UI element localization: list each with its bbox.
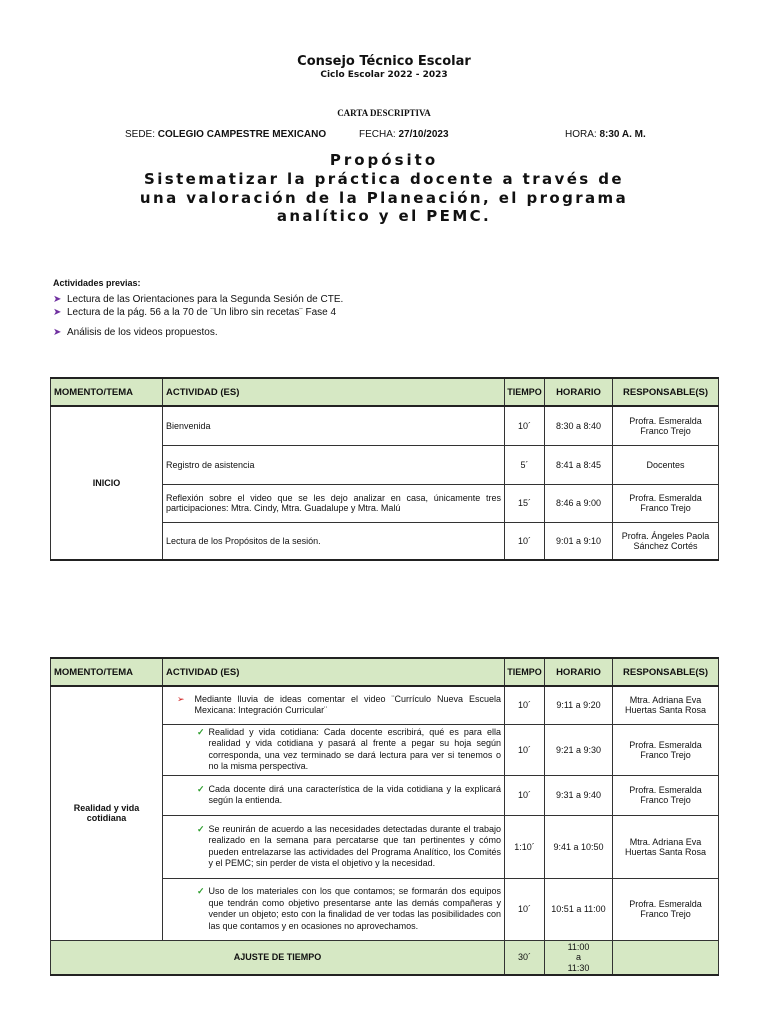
- responsable-cell: Profra. Ángeles Paola Sánchez Cortés: [613, 522, 719, 560]
- actividad-text: Se reunirán de acuerdo a las necesidades detectadas durante el trabajo realizado en la semana para percatarse que tan pertinentes y cómo pueden entrelazarse las actividades del Programa Analítico, los Comités y el PEMC; sin perder de vista el objetivo y la necesidad.: [208, 823, 501, 868]
- arrow-bullet-icon: ➤: [53, 294, 62, 305]
- fecha-label: FECHA:: [359, 129, 399, 140]
- horario-cell: 9:31 a 9:40: [545, 775, 613, 815]
- tiempo-cell: 10´: [505, 775, 545, 815]
- horario-cell: 8:46 a 9:00: [545, 484, 613, 522]
- col-header-momento: MOMENTO/TEMA: [51, 378, 163, 406]
- sede-value: COLEGIO CAMPESTRE MEXICANO: [157, 129, 327, 140]
- actividad-cell: Lectura de los Propósitos de la sesión.: [163, 522, 505, 560]
- actividad-text: Realidad y vida cotidiana: Cada docente escribirá, qué es para ella realidad y vida cotidiana y pasará al frente a pegar su hoja según corresponda, una vez terminado se dará lectura para ver si tenemos o no la misma perspectiva.: [208, 726, 501, 771]
- responsable-cell: Profra. Esmeralda Franco Trejo: [613, 878, 719, 940]
- tiempo-cell: 10´: [505, 406, 545, 445]
- actividad-cell: [163, 724, 505, 775]
- horario-cell: 10:51 a 11:00: [545, 878, 613, 940]
- hora-label: HORA:: [565, 129, 600, 140]
- horario-line: 11:30: [567, 962, 590, 973]
- table-header-row: [51, 658, 719, 686]
- hora-value: 8:30 A. M.: [599, 129, 646, 140]
- checkmark-icon: ✓: [197, 726, 205, 737]
- list-item-text: Lectura de la pág. 56 a la 70 de ¨Un libro sin recetas¨ Fase 4: [67, 307, 337, 318]
- tiempo-cell: 5´: [505, 445, 545, 484]
- list-item: [53, 294, 343, 305]
- previous-activities-heading: Actividades previas:: [53, 278, 141, 288]
- actividad-text: Cada docente dirá una característica de la vida cotidiana y la explicará según la entienda.: [208, 783, 501, 805]
- horario-cell: 8:30 a 8:40: [545, 406, 613, 445]
- responsable-cell: Docentes: [613, 445, 719, 484]
- col-header-responsable: RESPONSABLE(S): [613, 658, 719, 686]
- col-header-horario: HORARIO: [545, 378, 613, 406]
- tiempo-cell: 30´: [505, 940, 545, 975]
- col-header-actividad: ACTIVIDAD (ES): [163, 378, 505, 406]
- list-item-text: Análisis de los videos propuestos.: [67, 327, 218, 338]
- actividad-cell: [163, 878, 505, 940]
- schedule-table-inicio: [50, 377, 719, 561]
- council-title: Consejo Técnico Escolar: [297, 54, 471, 69]
- arrow-bullet-icon: ➤: [53, 327, 62, 338]
- responsable-cell: Mtra. Adriana Eva Huertas Santa Rosa: [613, 815, 719, 878]
- table-row: [51, 686, 719, 724]
- col-header-horario: HORARIO: [545, 658, 613, 686]
- actividad-text: Uso de los materiales con los que contamos; se formarán dos equipos que tendrán como objetivo presentarse ante las demás compañeras y vender un objeto; esto con la finalidad de ver todas las posibilidades con las que contamos y en ocasiones no aprovechamos.: [208, 886, 501, 931]
- actividad-cell: [163, 775, 505, 815]
- actividad-text: Mediante lluvia de ideas comentar el video ¨Currículo Nueva Escuela Mexicana: Integración Curricular¨: [194, 693, 501, 716]
- responsable-cell: Profra. Esmeralda Franco Trejo: [613, 406, 719, 445]
- schedule-table-realidad: [50, 657, 719, 976]
- horario-cell: 8:41 a 8:45: [545, 445, 613, 484]
- actividad-cell: [163, 686, 505, 724]
- list-item: [53, 327, 218, 338]
- col-header-momento: MOMENTO/TEMA: [51, 658, 163, 686]
- table-row: [51, 406, 719, 445]
- checkmark-icon: ✓: [197, 783, 205, 794]
- tiempo-cell: 10´: [505, 522, 545, 560]
- responsable-cell: Profra. Esmeralda Franco Trejo: [613, 775, 719, 815]
- horario-line: 11:00: [567, 941, 590, 952]
- fecha-value: 27/10/2023: [398, 129, 449, 140]
- document-type: CARTA DESCRIPTIVA: [337, 108, 431, 118]
- list-item-text: Lectura de las Orientaciones para la Segunda Sesión de CTE.: [67, 294, 344, 305]
- responsable-cell: Profra. Esmeralda Franco Trejo: [613, 484, 719, 522]
- sede-label: SEDE:: [125, 129, 158, 140]
- momento-cell: Realidad y vida cotidiana: [51, 686, 163, 940]
- ajuste-label: AJUSTE DE TIEMPO: [51, 940, 505, 975]
- responsable-cell: Mtra. Adriana Eva Huertas Santa Rosa: [613, 686, 719, 724]
- hora-info: [565, 129, 646, 140]
- fecha-info: [359, 129, 449, 140]
- actividad-cell: Bienvenida: [163, 406, 505, 445]
- school-cycle: Ciclo Escolar 2022 - 2023: [320, 70, 448, 80]
- tiempo-cell: 10´: [505, 686, 545, 724]
- tiempo-cell: 15´: [505, 484, 545, 522]
- horario-cell: [545, 940, 613, 975]
- horario-line: a: [575, 952, 581, 962]
- col-header-tiempo: TIEMPO: [505, 658, 545, 686]
- arrow-bullet-icon: ➤: [53, 307, 62, 318]
- horario-cell: 9:11 a 9:20: [545, 686, 613, 724]
- col-header-actividad: ACTIVIDAD (ES): [163, 658, 505, 686]
- ajuste-row: [51, 940, 719, 975]
- actividad-cell: [163, 815, 505, 878]
- responsable-cell: [613, 940, 719, 975]
- horario-cell: 9:01 a 9:10: [545, 522, 613, 560]
- table-header-row: [51, 378, 719, 406]
- responsable-cell: Profra. Esmeralda Franco Trejo: [613, 724, 719, 775]
- col-header-tiempo: TIEMPO: [505, 378, 545, 406]
- horario-cell: 9:41 a 10:50: [545, 815, 613, 878]
- purpose-heading: Propósito: [329, 151, 439, 169]
- purpose-text: Sistematizar la práctica docente a través de una valoración de la Planeación, el programa analítico y el PEMC.: [139, 170, 629, 225]
- momento-cell: INICIO: [51, 406, 163, 560]
- arrowhead-bullet-icon: ➢: [177, 693, 185, 704]
- actividad-cell: Registro de asistencia: [163, 445, 505, 484]
- actividad-cell: Reflexión sobre el video que se les dejo analizar en casa, únicamente tres participaciones: Mtra. Cindy, Mtra. Guadalupe y Mtra. Malú: [163, 484, 505, 522]
- tiempo-cell: 10´: [505, 724, 545, 775]
- list-item: [53, 307, 336, 318]
- tiempo-cell: 10´: [505, 878, 545, 940]
- checkmark-icon: ✓: [197, 823, 205, 834]
- horario-cell: 9:21 a 9:30: [545, 724, 613, 775]
- checkmark-icon: ✓: [197, 886, 205, 896]
- tiempo-cell: 1:10´: [505, 815, 545, 878]
- col-header-responsable: RESPONSABLE(S): [613, 378, 719, 406]
- sede-info: [125, 129, 326, 140]
